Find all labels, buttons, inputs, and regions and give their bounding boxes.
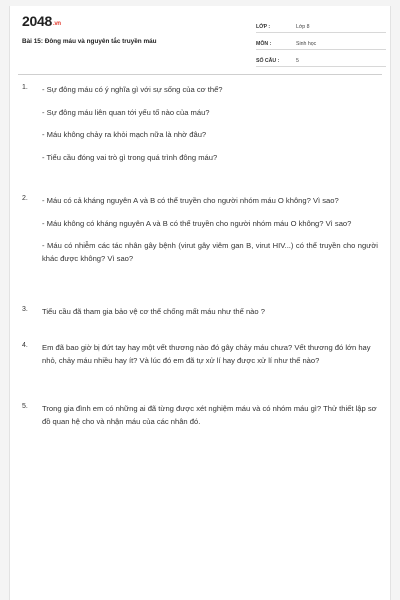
lesson-meta bbox=[256, 16, 386, 67]
meta-label: SỐ CÂU : bbox=[256, 58, 280, 64]
question-line: - Máu không chảy ra khỏi mạch nữa là nhờ đâu? bbox=[42, 130, 207, 139]
question-body bbox=[42, 403, 378, 428]
question-2 bbox=[22, 195, 378, 265]
meta-label: LỚP : bbox=[256, 24, 271, 30]
question-number: 4. bbox=[22, 342, 28, 349]
question-number: 3. bbox=[22, 306, 28, 313]
worksheet-page bbox=[9, 6, 391, 600]
question-line: Em đã bao giờ bị đứt tay hay một vết thương nào đó gây chảy máu chưa? Vết thương đó lớn hay nhỏ, chảy máu nhiều hay ít? Và lúc đó em đã tự xử lí hay được xử lí như thế nào? bbox=[42, 343, 371, 365]
question-line: - Sự đông máu liên quan tới yếu tố nào của máu? bbox=[42, 107, 210, 117]
meta-row-class bbox=[256, 16, 386, 33]
question-line: - Máu không có kháng nguyên A và B có thể truyền cho người nhóm máu O không? Vì sao? bbox=[42, 218, 352, 228]
worksheet-header bbox=[10, 6, 390, 68]
question-line: - Máu có cả kháng nguyên A và B có thể truyền cho người nhóm máu O không? Vì sao? bbox=[42, 196, 339, 205]
question-3 bbox=[22, 306, 378, 319]
meta-value: 5 bbox=[296, 58, 299, 64]
site-logo[interactable] bbox=[22, 13, 61, 29]
header-divider bbox=[18, 74, 382, 75]
question-line: - Tiểu cầu đóng vai trò gì trong quá trình đông máu? bbox=[42, 152, 218, 162]
question-line: - Máu có nhiễm các tác nhân gây bệnh (virut gây viêm gan B, virut HIV...) có thể truyền cho người khác được không? Vì sao? bbox=[42, 241, 378, 263]
meta-label: MÔN : bbox=[256, 41, 272, 47]
question-line: Tiểu cầu đã tham gia bảo vệ cơ thể chống mất máu như thế nào ? bbox=[42, 307, 265, 316]
question-number: 2. bbox=[22, 195, 28, 202]
question-line: Trong gia đình em có những ai đã từng được xét nghiệm máu và có nhóm máu gì? Thử thiết lập sơ đồ quan hệ cho và nhận máu của các nhân đó. bbox=[42, 404, 377, 426]
question-5 bbox=[22, 403, 378, 428]
question-body bbox=[42, 342, 378, 367]
question-body bbox=[42, 306, 378, 319]
lesson-title: Bài 15: Đông máu và nguyên tắc truyền máu bbox=[22, 38, 157, 45]
question-1 bbox=[22, 84, 378, 164]
logo-main-text: 2048 bbox=[22, 13, 52, 29]
question-number: 5. bbox=[22, 403, 28, 410]
logo-suffix-text: .vn bbox=[52, 21, 61, 27]
question-body bbox=[42, 195, 378, 265]
question-body bbox=[42, 84, 378, 164]
meta-value: Sinh học bbox=[296, 41, 317, 47]
question-4 bbox=[22, 342, 378, 367]
question-number: 1. bbox=[22, 84, 28, 91]
meta-row-subject bbox=[256, 33, 386, 50]
question-line: - Sự đông máu có ý nghĩa gì với sự sống của cơ thể? bbox=[42, 85, 223, 94]
meta-value: Lớp 8 bbox=[296, 24, 310, 30]
meta-row-question-count bbox=[256, 50, 386, 67]
